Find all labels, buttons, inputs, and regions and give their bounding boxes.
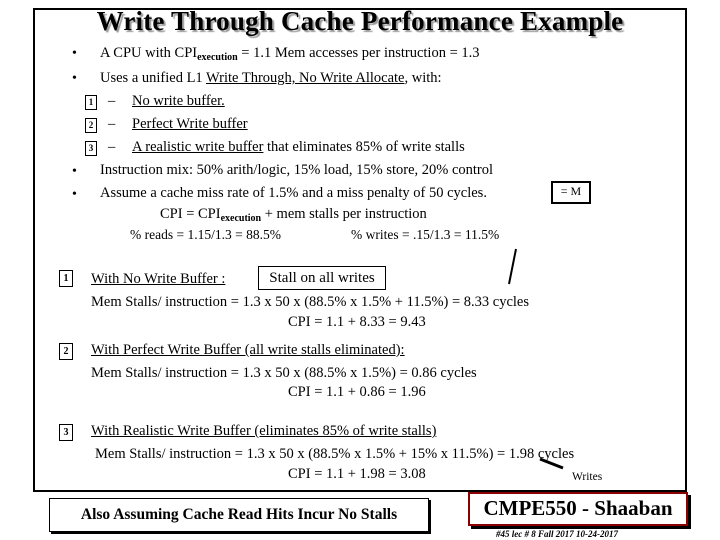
slide-footer: #45 lec # 8 Fall 2017 10-24-2017 <box>496 529 618 539</box>
case-heading: With Realistic Write Buffer (eliminates 85% of write stalls) <box>91 423 437 439</box>
cache-policy-line: Uses a unified L1 Write Through, No Write Allocate, with: <box>100 70 442 86</box>
case-number-badge: 2 <box>59 343 73 360</box>
slide-title: Write Through Cache Performance Example <box>96 6 624 36</box>
mem-stalls-calculation: Mem Stalls/ instruction = 1.3 x 50 x (88.5% x 1.5% + 11.5%) = 8.33 cycles <box>91 294 530 310</box>
writes-label: Writes <box>572 471 603 483</box>
cpi-result: CPI = 1.1 + 8.33 = 9.43 <box>288 314 426 330</box>
cpi-formula: CPI = $CPI_{execution}$ + mem stalls per instruction <box>160 206 427 224</box>
bullet: • <box>72 187 77 202</box>
option-text: No write buffer. <box>132 93 225 109</box>
stall-on-all-writes-label: Stall on all writes <box>258 266 386 290</box>
miss-penalty-label: = M <box>551 181 591 204</box>
writes-percentage: % writes = .15/1.3 = 11.5% <box>351 227 500 242</box>
option-number-badge: 2 <box>85 118 97 133</box>
footnote-box: Also Assuming Cache Read Hits Incur No Stalls <box>49 498 429 532</box>
miss-rate-line: Assume a cache miss rate of 1.5% and a miss penalty of 50 cycles. <box>100 185 487 201</box>
option-text: Perfect Write buffer <box>132 116 248 132</box>
mem-stalls-calculation: Mem Stalls/ instruction = 1.3 x 50 x (88.5% x 1.5%) = 0.86 cycles <box>91 365 477 381</box>
option-text: A realistic write buffer that eliminates 85% of write stalls <box>132 139 465 155</box>
cpi-result: CPI = 1.1 + 1.98 = 3.08 <box>288 466 426 482</box>
mem-stalls-calculation: Mem Stalls/ instruction = 1.3 x 50 x (88.5% x 1.5% + 15% x 11.5%) = 1.98 cycles <box>95 446 575 462</box>
instruction-mix-line: Instruction mix: 50% arith/logic, 15% load, 15% store, 20% control <box>100 162 494 178</box>
case-heading: With No Write Buffer : <box>91 271 226 287</box>
option-number-badge: 1 <box>85 95 97 110</box>
bullet: • <box>72 71 77 86</box>
case-heading: With Perfect Write Buffer (all write stalls eliminated): <box>91 342 405 358</box>
dash: – <box>108 116 116 132</box>
dash: – <box>108 93 116 109</box>
case-number-badge: 1 <box>59 270 73 287</box>
writes-pointer-line <box>509 249 516 284</box>
course-brand-box: CMPE550 - Shaaban <box>468 492 688 526</box>
option-number-badge: 3 <box>85 141 97 156</box>
dash: – <box>108 139 116 155</box>
bullet: • <box>72 164 77 179</box>
bullet: • <box>72 46 77 61</box>
case-number-badge: 3 <box>59 424 73 441</box>
reads-percentage: % reads = 1.15/1.3 = 88.5% <box>130 227 281 242</box>
cpi-result: CPI = 1.1 + 0.86 = 1.96 <box>288 384 426 400</box>
cpi-exec-line: A CPU with $CPI_{execution} = 1.1$ Mem accesses per instruction = 1.3 <box>100 45 480 63</box>
